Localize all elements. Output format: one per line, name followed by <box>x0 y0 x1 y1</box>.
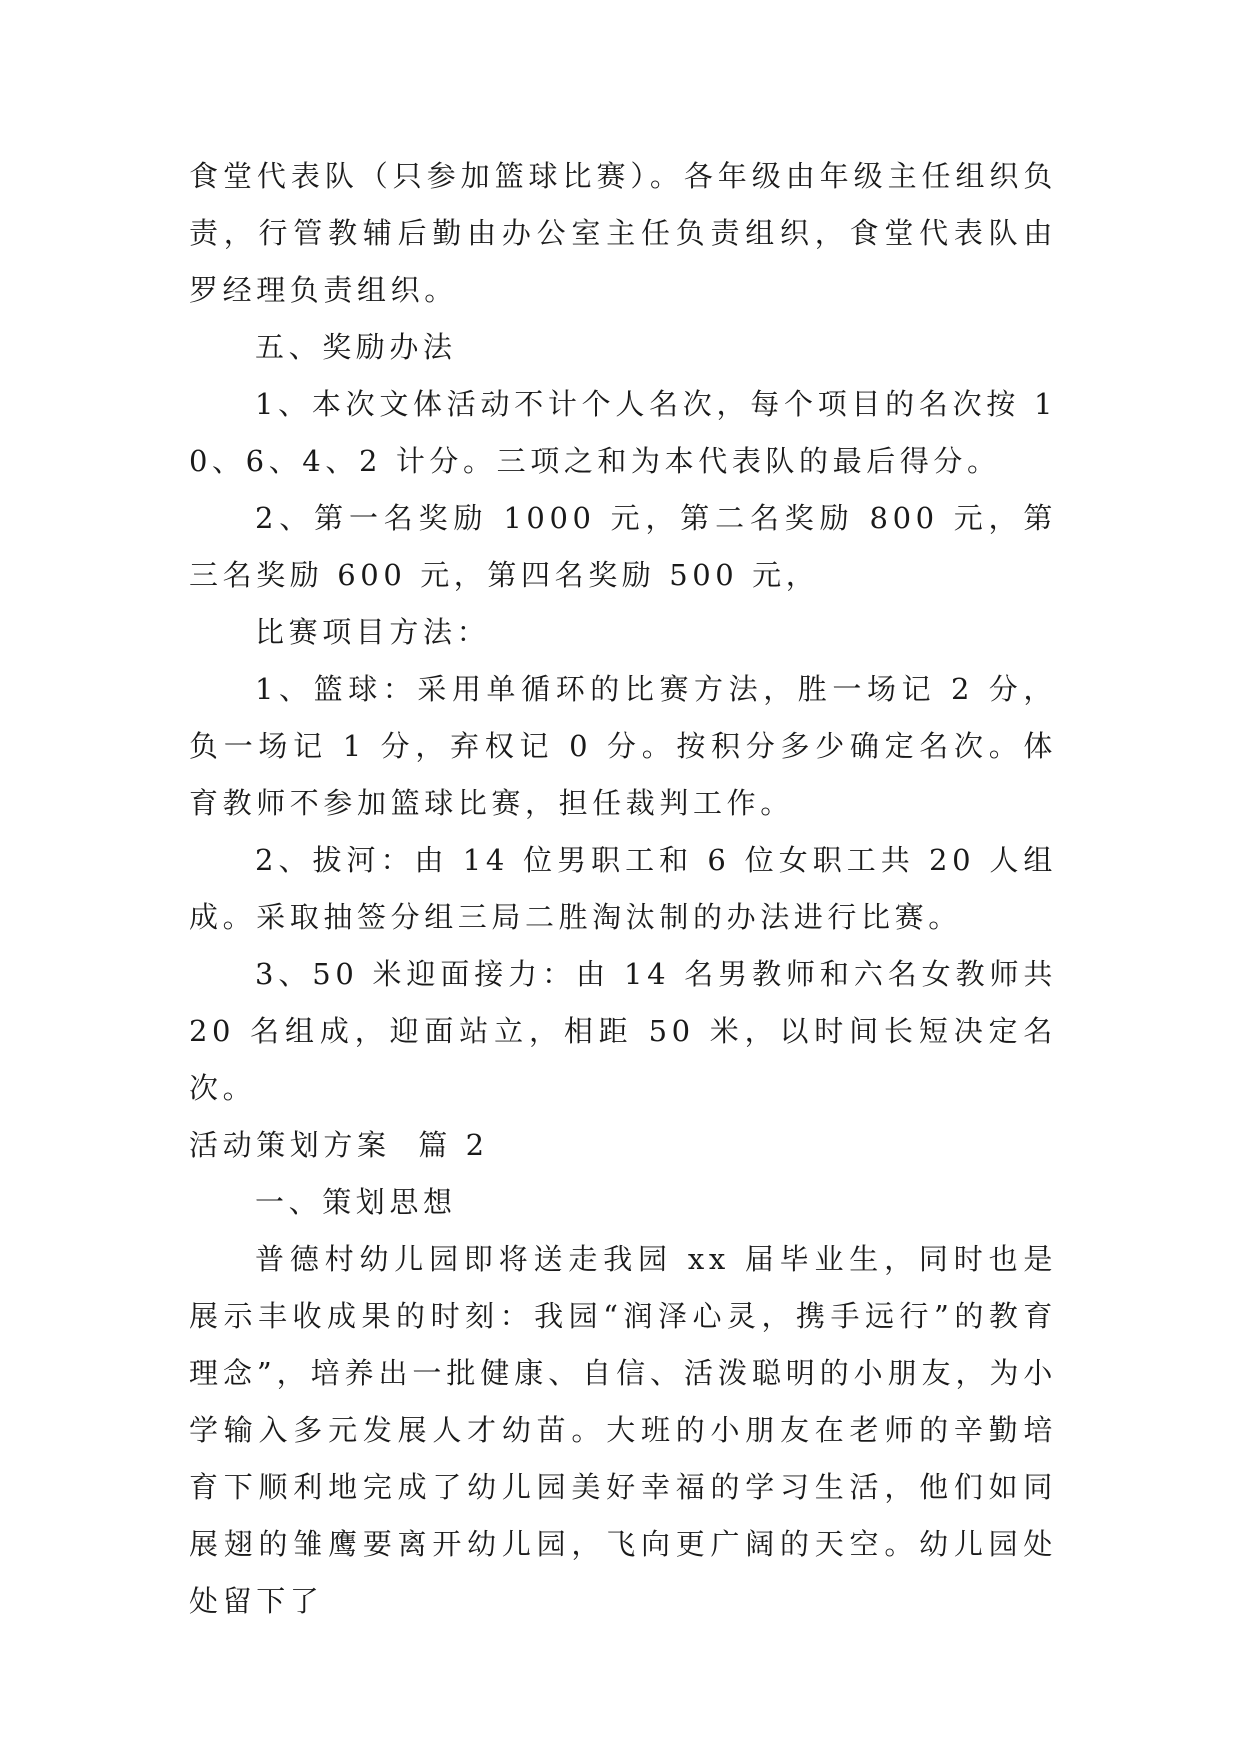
paragraph-relay: 3、50 米迎面接力：由 14 名男教师和六名女教师共 20 名组成，迎面站立，相距 50 米，以时间长短决定名次。 <box>189 957 1057 1105</box>
heading-reward-method: 五、奖励办法 <box>255 330 457 364</box>
paragraph-reward-rule-1: 1、本次文体活动不计个人名次，每个项目的名次按 10、6、4、2 计分。三项之和为本代表队的最后得分。 <box>189 387 1057 478</box>
document-body <box>189 148 1057 1630</box>
paragraph-reward-rule-2: 2、第一名奖励 1000 元，第二名奖励 800 元，第三名奖励 600 元，第四名奖励 500 元， <box>189 501 1057 592</box>
section-title: 活动策划方案 篇 2 <box>189 1128 489 1162</box>
paragraph-kindergarten-intro: 普德村幼儿园即将送走我园 xx 届毕业生，同时也是展示丰收成果的时刻：我园“润泽心灵，携手远行”的教育理念”，培养出一批健康、自信、活泼聪明的小朋友，为小学输入多元发展人才幼苗。大班的小朋友在老师的辛勤培育下顺利地完成了幼儿园美好幸福的学习生活，他们如同展翅的雏鹰要离开幼儿园，飞向更广阔的天空。幼儿园处处留下了 <box>189 1242 1057 1618</box>
heading-competition-methods: 比赛项目方法： <box>255 615 491 649</box>
heading-planning-idea: 一、策划思想 <box>255 1185 457 1219</box>
paragraph-tug-of-war: 2、拔河：由 14 位男职工和 6 位女职工共 20 人组成。采取抽签分组三局二胜淘汰制的办法进行比赛。 <box>189 843 1057 934</box>
paragraph-basketball: 1、篮球：采用单循环的比赛方法，胜一场记 2 分，负一场记 1 分，弃权记 0 分。按积分多少确定名次。体育教师不参加篮球比赛，担任裁判工作。 <box>189 672 1057 820</box>
paragraph-canteen-team: 食堂代表队（只参加篮球比赛）。各年级由年级主任组织负责，行管教辅后勤由办公室主任负责组织，食堂代表队由罗经理负责组织。 <box>189 159 1057 307</box>
